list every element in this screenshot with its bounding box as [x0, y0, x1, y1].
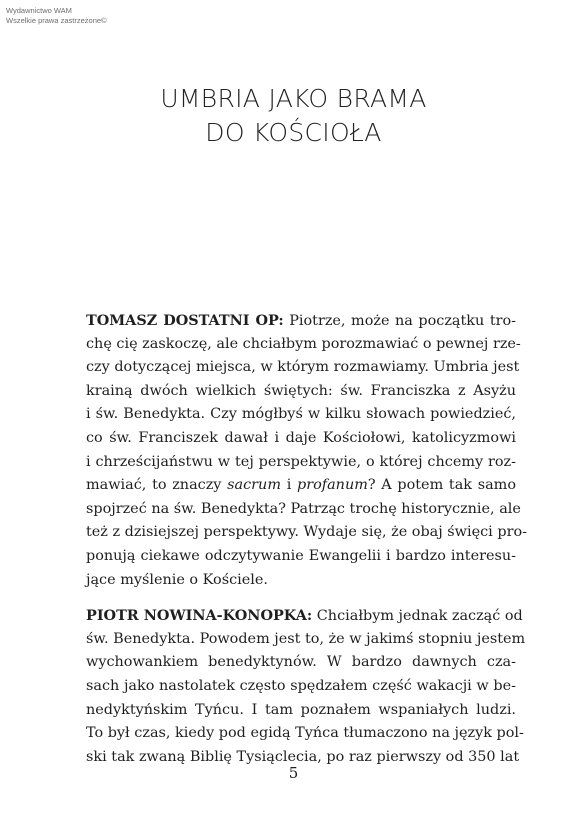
text-line: [86, 604, 523, 628]
publisher-watermark: [6, 6, 107, 26]
text-line: i chrześcijaństwu w tej perspektywie, o której chcemy roz-: [86, 453, 516, 470]
text-line: [86, 474, 516, 498]
chapter-title: [0, 82, 587, 150]
text-fragment: i: [280, 477, 298, 494]
text-line: św. Benedykta. Powodem jest to, że w jakimś stopniu jestem: [86, 630, 526, 647]
paragraph-1: [86, 309, 527, 592]
text-line: ski tak zwaną Biblię Tysiąclecia, po raz pierwszy od 350 lat: [86, 748, 520, 765]
text-line: jące myślenie o Kościele.: [86, 571, 268, 588]
italic-term: profanum: [297, 477, 368, 494]
text-line: i św. Benedykta. Czy mógłbyś w kilku słowach powiedzieć,: [86, 406, 516, 423]
text-line: To był czas, kiedy pod egidą Tyńca tłumaczono na język pol-: [86, 725, 524, 742]
text-line: co św. Franciszek dawał i daje Kościołowi, katolicyzmowi: [86, 429, 516, 446]
chapter-title-line-2: DO KOŚCIOŁA: [205, 118, 382, 147]
text-line: spojrzeć na św. Benedykta? Patrząc trochę historycznie, ale: [86, 500, 521, 517]
watermark-publisher: Wydawnictwo WAM: [6, 6, 72, 15]
chapter-title-line-1: UMBRIA JAKO BRAMA: [160, 84, 427, 113]
speaker-name: TOMASZ DOSTATNI OP:: [86, 312, 284, 329]
italic-term: sacrum: [227, 477, 281, 494]
text-fragment: Piotrze, może na początku tro-: [283, 313, 517, 329]
text-fragment: mawiać, to znaczy: [86, 477, 228, 494]
text-line: ponują ciekawe odczytywanie Ewangelii i bardzo interesu-: [86, 547, 516, 564]
paragraph-spacer: [86, 592, 516, 604]
text-fragment: Chciałbym jednak zacząć od: [312, 608, 523, 625]
text-line: chę cię zaskoczę, ale chciałbym porozmawiać o pewnej rze-: [86, 335, 521, 352]
page-number: 5: [288, 764, 299, 782]
interview-text: [86, 309, 527, 769]
text-line: sach jako nastolatek często spędzałem część wakacji w be-: [86, 677, 516, 694]
paragraph-2: [86, 604, 526, 769]
text-line: [86, 309, 516, 333]
text-line: czy dotyczącej miejsca, w którym rozmawiamy. Umbria jest: [86, 359, 520, 376]
text-line: też z dzisiejszej perspektywy. Wydaje się, że obaj święci pro-: [86, 524, 527, 541]
text-line: wychowankiem benedyktynów. W bardzo dawnych cza-: [86, 654, 516, 671]
speaker-name: PIOTR NOWINA-KONOPKA:: [86, 607, 313, 625]
watermark-rights: Wszelkie prawa zastrzeżone©: [6, 16, 107, 25]
text-line: nedyktyńskim Tyńcu. I tam poznałem wspaniałych ludzi.: [86, 701, 516, 718]
text-line: krainą dwóch wielkich świętych: św. Franciszka z Asyżu: [86, 382, 516, 399]
text-fragment: ? A potem tak samo: [367, 477, 516, 494]
